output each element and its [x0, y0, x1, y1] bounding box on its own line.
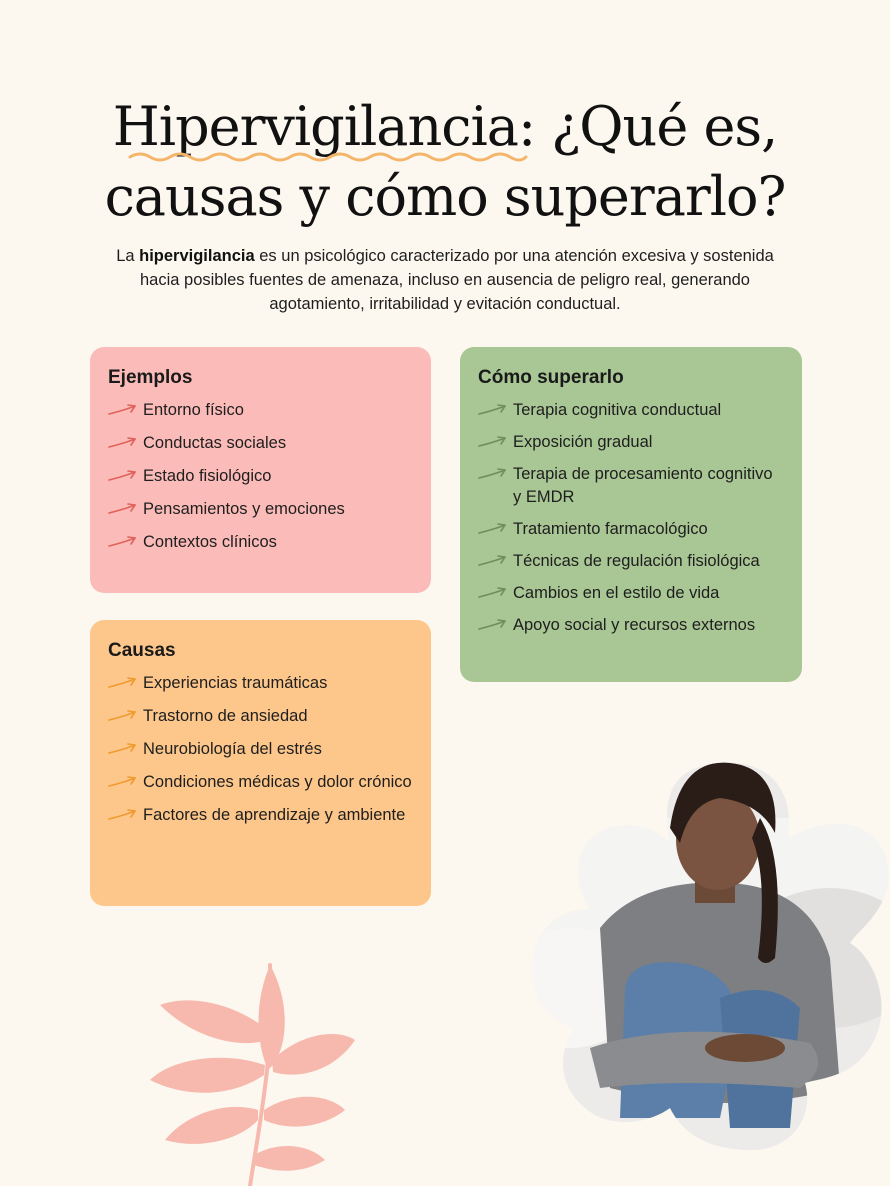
arrow-icon — [108, 705, 138, 728]
arrow-icon — [108, 738, 138, 761]
causas-list — [108, 672, 413, 827]
list-item — [108, 465, 413, 488]
intro-rest: es un psicológico caracterizado por una atención excesiva y sostenida hacia posibles fuentes de amenaza, incluso en ausencia de peligro real, generando agotamiento, irritabilidad y evitación conductual. — [139, 247, 774, 313]
superarlo-heading: Cómo superarlo — [478, 367, 624, 388]
list-item — [108, 738, 413, 761]
list-item-label: Terapia de procesamiento cognitivo y EMDR — [513, 465, 773, 506]
arrow-icon — [478, 518, 508, 541]
list-item-label: Experiencias traumáticas — [143, 674, 328, 692]
intro-prefix: La — [116, 247, 140, 265]
title-line-2: causas y cómo superarlo? — [104, 165, 786, 228]
list-item — [478, 614, 784, 637]
list-item — [478, 582, 784, 605]
list-item-label: Estado fisiológico — [143, 467, 272, 485]
arrow-icon — [108, 399, 138, 422]
arrow-icon — [108, 672, 138, 695]
arrow-icon — [478, 614, 508, 637]
arrow-icon — [108, 465, 138, 488]
leaf-icon — [140, 960, 360, 1186]
arrow-icon — [108, 498, 138, 521]
arrow-icon — [478, 582, 508, 605]
list-item-label: Condiciones médicas y dolor crónico — [143, 773, 412, 791]
superarlo-list — [478, 399, 784, 637]
list-item-label: Entorno físico — [143, 401, 244, 419]
list-item — [478, 550, 784, 573]
woman-photo-image — [530, 758, 890, 1158]
causas-heading: Causas — [108, 640, 176, 661]
list-item-label: Neurobiología del estrés — [143, 740, 322, 758]
list-item — [108, 672, 413, 695]
superarlo-card — [460, 347, 802, 682]
list-item — [478, 518, 784, 541]
list-item-label: Apoyo social y recursos externos — [513, 616, 756, 634]
ejemplos-list — [108, 399, 413, 554]
ejemplos-card — [90, 347, 431, 593]
list-item — [108, 399, 413, 422]
arrow-icon — [108, 771, 138, 794]
list-item — [478, 399, 784, 422]
list-item — [478, 431, 784, 454]
list-item — [108, 498, 413, 521]
list-item-label: Pensamientos y emociones — [143, 500, 345, 518]
causas-card — [90, 620, 431, 906]
squiggle-underline-icon — [128, 148, 528, 164]
title-line-1: Hipervigilancia: ¿Qué es, — [112, 95, 778, 158]
intro-bold-term: hipervigilancia — [139, 247, 255, 265]
list-item — [108, 531, 413, 554]
list-item-label: Conductas sociales — [143, 434, 287, 452]
ejemplos-heading: Ejemplos — [108, 367, 193, 388]
list-item-label: Tratamiento farmacológico — [513, 520, 708, 538]
arrow-icon — [478, 550, 508, 573]
arrow-icon — [478, 463, 508, 486]
list-item-label: Factores de aprendizaje y ambiente — [143, 806, 406, 824]
list-item — [108, 804, 413, 827]
list-item-label: Trastorno de ansiedad — [143, 707, 308, 725]
list-item — [108, 705, 413, 728]
list-item-label: Terapia cognitiva conductual — [513, 401, 722, 419]
arrow-icon — [108, 804, 138, 827]
intro-paragraph — [100, 244, 790, 316]
arrow-icon — [108, 432, 138, 455]
list-item-label: Técnicas de regulación fisiológica — [513, 552, 760, 570]
list-item — [478, 463, 784, 509]
arrow-icon — [108, 531, 138, 554]
list-item — [108, 771, 413, 794]
arrow-icon — [478, 431, 508, 454]
list-item — [108, 432, 413, 455]
list-item-label: Contextos clínicos — [143, 533, 277, 551]
list-item-label: Exposición gradual — [513, 433, 653, 451]
list-item-label: Cambios en el estilo de vida — [513, 584, 720, 602]
arrow-icon — [478, 399, 508, 422]
